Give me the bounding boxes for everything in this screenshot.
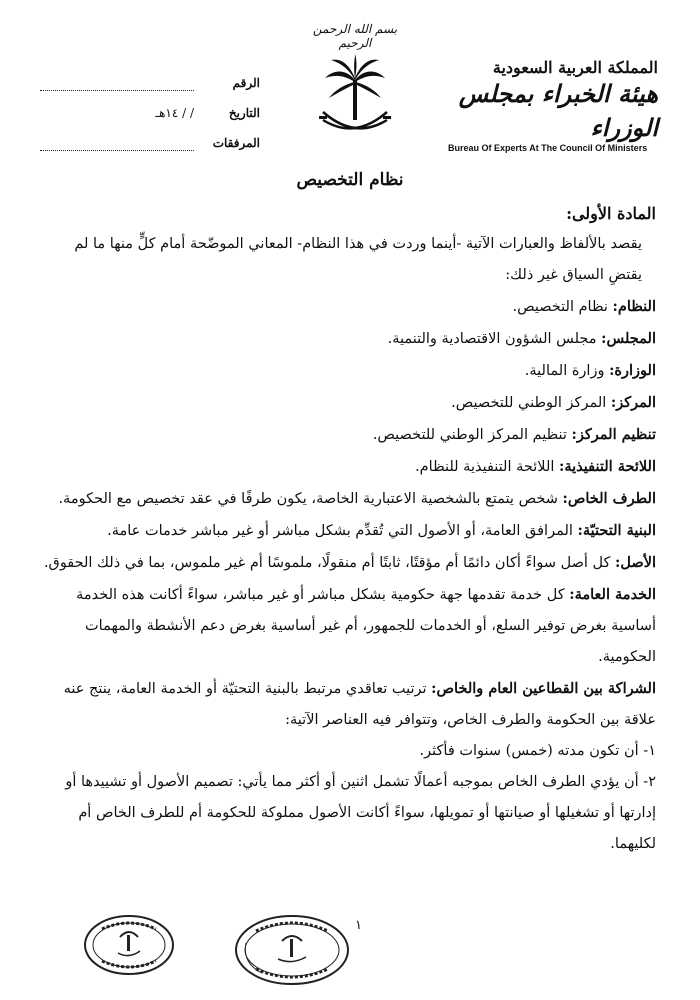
reference-fields [40, 68, 260, 158]
definition-text: المرافق العامة، أو الأصول التي تُقدِّم بشكل مباشر أو غير مباشر خدمات عامة. [107, 523, 578, 539]
definition-term: اللائحة التنفيذية: [559, 458, 656, 475]
definition [40, 291, 656, 323]
definition-text: كل خدمة تقدمها جهة حكومية بشكل مباشر أو غير مباشر، سواءً أكانت هذه الخدمة أساسية بغرض توفير السلع، أو الخدمات للجمهور، أم غير أساسية بغرض دعم الأنشطة والمهمات الحكومية. [76, 587, 656, 665]
list-item: ١- أن تكون مدته (خمس) سنوات فأكثر. [419, 743, 656, 759]
definition-text: تنظيم المركز الوطني للتخصيص. [372, 427, 572, 443]
definition-text: نظام التخصيص. [512, 299, 613, 315]
definition [40, 419, 656, 451]
field-attachments [40, 128, 260, 158]
definition-text: المركز الوطني للتخصيص. [451, 395, 611, 411]
definition [40, 483, 656, 515]
definition [40, 673, 656, 736]
letterhead-emblem [300, 22, 410, 140]
field-date [40, 98, 260, 128]
field-number [40, 68, 260, 98]
definition-text: اللائحة التنفيذية للنظام. [415, 459, 559, 475]
definition [40, 579, 656, 673]
field-blank-line [40, 76, 194, 91]
definition [40, 451, 656, 483]
letterhead-bureau [448, 58, 658, 153]
palm-swords-emblem-icon [315, 50, 395, 140]
definition [40, 387, 656, 419]
field-blank-line [40, 136, 194, 151]
definition [40, 547, 656, 579]
list-item: ٢- أن يؤدي الطرف الخاص بموجبه أعمالًا تشمل اثنين أو أكثر مما يأتي: تصميم الأصول أو تشييدها أو إدارتها أو تشغيلها أو صيانتها أو تمويلها، سواءً أكانت الأصول مملوكة للحكومة أم للطرف الخاص أم لكليهما. [65, 774, 656, 852]
article-heading: المادة الأولى: [566, 204, 656, 223]
official-seal-stamp-icon [232, 913, 352, 987]
definition-term: النظام: [612, 298, 656, 315]
definition-term: تنظيم المركز: [571, 426, 656, 443]
field-label: الرقم [232, 76, 260, 90]
definition-text: وزارة المالية. [524, 363, 610, 379]
field-label: المرفقات [212, 136, 260, 150]
definition-term: البنية التحتيّة: [577, 522, 656, 539]
definition-term: الأصل: [615, 554, 656, 571]
definition [40, 515, 656, 547]
date-value: / / ١٤هـ [155, 106, 194, 120]
article-intro: يقصد بالألفاظ والعبارات الآتية -أينما وردت في هذا النظام- المعاني الموضّحة أمام كلٍّ منها ما لم يقتضِ السياق غير ذلك: [74, 236, 642, 283]
page-number: ١ [355, 918, 362, 933]
definition-text: مجلس الشؤون الاقتصادية والتنمية. [387, 331, 602, 347]
definition [40, 323, 656, 355]
bureau-name-english: Bureau Of Experts At The Council Of Ministers [448, 143, 648, 153]
definition-term: الوزارة: [609, 362, 656, 379]
definition-term: المركز: [610, 394, 656, 411]
definition-text: شخص يتمتع بالشخصية الاعتبارية الخاصة، يكون طرفًا في عقد تخصيص مع الحكومة. [58, 491, 563, 507]
document-body [40, 198, 656, 860]
definition-text: كل أصل سواءً أكان دائمًا أم مؤقتًا، ثابتًا أم منقولًا، ملموسًا أم غير ملموس، بما في ذلك الحقوق. [43, 555, 616, 571]
definition-term: الشراكة بين القطاعين العام والخاص: [431, 680, 656, 697]
basmala: بسم الله الرحمن الرحيم [312, 22, 398, 50]
definition-term: الخدمة العامة: [569, 586, 656, 603]
definition-term: المجلس: [601, 330, 656, 347]
field-label: التاريخ [228, 106, 260, 120]
definition-term: الطرف الخاص: [562, 490, 656, 507]
definition-text: ترتيب تعاقدي مرتبط بالبنية التحتيّة أو الخدمة العامة، ينتج عنه علاقة بين الحكومة والطرف الخاص، وتتوافر فيه العناصر الآتية: [63, 681, 656, 728]
official-seal-stamp-icon [82, 913, 176, 977]
bureau-name-arabic: هيئة الخبراء بمجلس الوزراء [458, 79, 658, 142]
kingdom-name: المملكة العربية السعودية [492, 58, 658, 77]
definition [40, 355, 656, 387]
document-title: نظام التخصيص [296, 170, 404, 190]
